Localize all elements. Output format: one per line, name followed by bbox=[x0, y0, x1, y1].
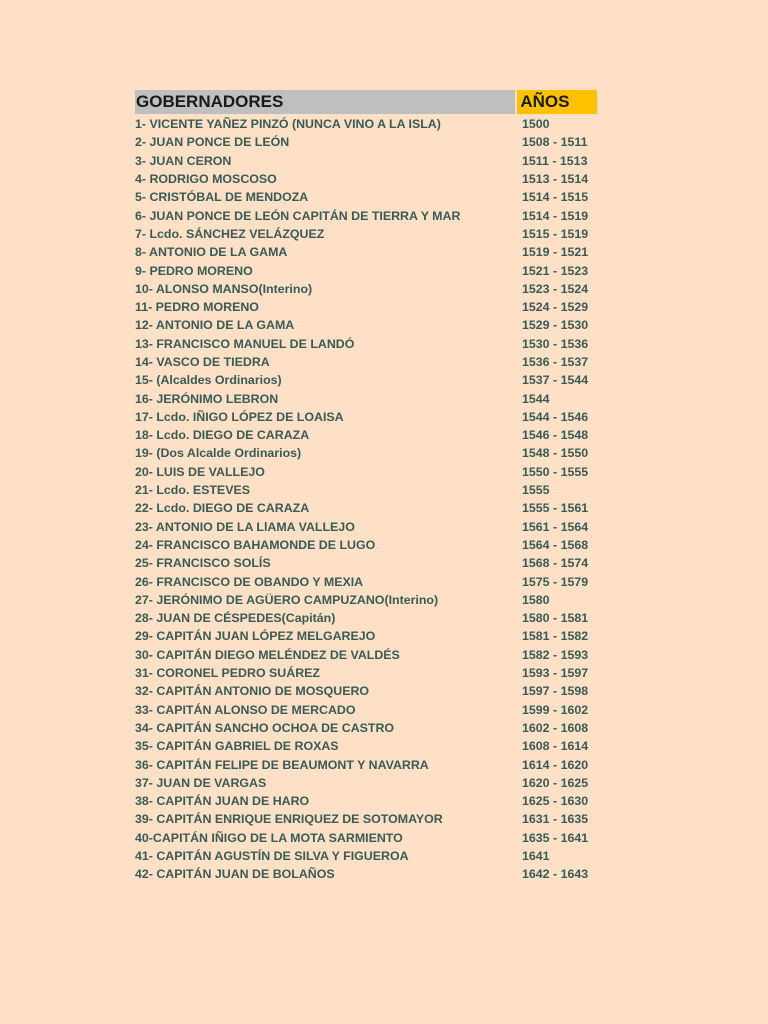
governor-name: 9- PEDRO MORENO bbox=[135, 263, 253, 278]
governor-name: 28- JUAN DE CÉSPEDES(Capitán) bbox=[135, 611, 336, 626]
governor-name: 30- CAPITÁN DIEGO MELÉNDEZ DE VALDÉS bbox=[135, 647, 400, 662]
governor-years: 1608 - 1614 bbox=[522, 739, 589, 754]
table-row bbox=[135, 298, 597, 316]
table-row bbox=[135, 444, 597, 462]
governor-years: 1536 - 1537 bbox=[522, 355, 589, 369]
table-row bbox=[135, 774, 597, 792]
governor-name: 14- VASCO DE TIEDRA bbox=[135, 355, 270, 369]
governor-name: 21- Lcdo. ESTEVES bbox=[135, 483, 250, 498]
governor-years: 1568 - 1574 bbox=[522, 556, 589, 571]
governor-name: 17- Lcdo. IÑIGO LÓPEZ DE LOAISA bbox=[135, 409, 344, 424]
table-row bbox=[135, 335, 597, 353]
header-governors: GOBERNADORES bbox=[135, 90, 515, 114]
table-row bbox=[135, 426, 597, 444]
table-row bbox=[135, 170, 597, 188]
table-row bbox=[135, 755, 597, 773]
governor-name: 31- CORONEL PEDRO SUÁREZ bbox=[135, 666, 320, 681]
table-row bbox=[135, 627, 597, 645]
governor-years: 1641 bbox=[522, 849, 550, 864]
governor-years: 1550 - 1555 bbox=[522, 464, 589, 479]
governor-name: 23- ANTONIO DE LA LlAMA VALLEJO bbox=[135, 519, 355, 534]
governor-name: 41- CAPITÁN AGUSTÍN DE SILVA Y FIGUEROA bbox=[135, 849, 409, 864]
governor-name: 20- LUIS DE VALLEJO bbox=[135, 464, 265, 479]
governors-table bbox=[135, 90, 597, 883]
table-row bbox=[135, 463, 597, 481]
governor-name: 1- VICENTE YAÑEZ PINZÓ (NUNCA VINO A LA ISLA) bbox=[135, 117, 441, 132]
governor-name: 12- ANTONIO DE LA GAMA bbox=[135, 318, 295, 333]
governor-years: 1620 - 1625 bbox=[522, 775, 589, 790]
governor-years: 1580 - 1581 bbox=[522, 611, 589, 626]
table-row bbox=[135, 316, 597, 334]
table-row bbox=[135, 701, 597, 719]
governor-name: 22- Lcdo. DIEGO DE CARAZA bbox=[135, 501, 310, 516]
table-row bbox=[135, 115, 597, 133]
governor-years: 1530 - 1536 bbox=[522, 336, 589, 351]
table-row bbox=[135, 499, 597, 517]
table-row bbox=[135, 280, 597, 298]
governor-name: 25- FRANCISCO SOLÍS bbox=[135, 556, 271, 571]
governor-name: 29- CAPITÁN JUAN LÓPEZ MELGAREJO bbox=[135, 629, 376, 644]
governor-years: 1544 - 1546 bbox=[522, 409, 589, 424]
table-header bbox=[135, 90, 597, 114]
governor-name: 18- Lcdo. DIEGO DE CARAZA bbox=[135, 428, 310, 443]
governor-name: 24- FRANCISCO BAHAMONDE DE LUGO bbox=[135, 537, 376, 552]
governor-years: 1582 - 1593 bbox=[522, 647, 589, 662]
table-row bbox=[135, 518, 597, 536]
table-row bbox=[135, 225, 597, 243]
governor-name: 15- (Alcaldes Ordinarios) bbox=[135, 373, 282, 388]
governor-years: 1513 - 1514 bbox=[522, 172, 589, 187]
governor-years: 1514 - 1519 bbox=[522, 208, 589, 223]
governor-years: 1555 bbox=[522, 483, 550, 498]
governor-name: 37- JUAN DE VARGAS bbox=[135, 775, 267, 790]
governor-years: 1635 - 1641 bbox=[522, 830, 589, 845]
table-row bbox=[135, 664, 597, 682]
table-row bbox=[135, 152, 597, 170]
governor-years: 1625 - 1630 bbox=[522, 794, 589, 809]
governor-years: 1581 - 1582 bbox=[522, 629, 589, 644]
table-row bbox=[135, 737, 597, 755]
governor-years: 1548 - 1550 bbox=[522, 446, 589, 461]
governor-name: 42- CAPITÁN JUAN DE BOLAÑOS bbox=[135, 867, 335, 882]
table-body bbox=[135, 115, 597, 883]
governor-years: 1508 - 1511 bbox=[522, 135, 588, 150]
governor-name: 10- ALONSO MANSO(Interino) bbox=[135, 281, 313, 296]
table-row bbox=[135, 188, 597, 206]
governor-years: 1599 - 1602 bbox=[522, 702, 589, 717]
governor-years: 1575 - 1579 bbox=[522, 574, 589, 589]
table-row bbox=[135, 206, 597, 224]
table-row bbox=[135, 261, 597, 279]
governor-years: 1529 - 1530 bbox=[522, 318, 589, 333]
table-row bbox=[135, 591, 597, 609]
table-row bbox=[135, 810, 597, 828]
governor-years: 1544 bbox=[522, 391, 550, 406]
governor-years: 1511 - 1513 bbox=[522, 153, 588, 168]
governor-years: 1524 - 1529 bbox=[522, 300, 589, 315]
governor-years: 1515 - 1519 bbox=[522, 226, 589, 241]
governor-years: 1555 - 1561 bbox=[522, 501, 589, 516]
governor-name: 3- JUAN CERON bbox=[135, 153, 232, 168]
header-years: AÑOS bbox=[517, 90, 597, 114]
governor-name: 36- CAPITÁN FELIPE DE BEAUMONT Y NAVARRA bbox=[135, 757, 429, 772]
governor-name: 4- RODRIGO MOSCOSO bbox=[135, 172, 277, 187]
governor-name: 32- CAPITÁN ANTONIO DE MOSQUERO bbox=[135, 684, 370, 699]
governor-name: 40-CAPITÁN IÑIGO DE LA MOTA SARMIENTO bbox=[135, 830, 403, 845]
governor-years: 1580 bbox=[522, 592, 550, 607]
table-row bbox=[135, 371, 597, 389]
governor-name: 11- PEDRO MORENO bbox=[135, 300, 259, 315]
table-row bbox=[135, 133, 597, 151]
table-row bbox=[135, 865, 597, 883]
table-row bbox=[135, 536, 597, 554]
governor-name: 39- CAPITÁN ENRIQUE ENRIQUEZ DE SOTOMAYOR bbox=[135, 812, 443, 827]
governor-years: 1519 - 1521 bbox=[522, 245, 589, 260]
governor-name: 33- CAPITÁN ALONSO DE MERCADO bbox=[135, 702, 356, 717]
table-row bbox=[135, 609, 597, 627]
governor-name: 16- JERÓNIMO LEBRON bbox=[135, 391, 279, 406]
governor-years: 1523 - 1524 bbox=[522, 281, 589, 296]
governor-years: 1597 - 1598 bbox=[522, 684, 589, 699]
governor-name: 19- (Dos Alcalde Ordinarios) bbox=[135, 446, 302, 461]
governor-years: 1521 - 1523 bbox=[522, 263, 589, 278]
governor-years: 1537 - 1544 bbox=[522, 373, 589, 388]
table-row bbox=[135, 829, 597, 847]
governor-years: 1500 bbox=[522, 117, 550, 132]
table-row bbox=[135, 481, 597, 499]
governor-years: 1514 - 1515 bbox=[522, 190, 589, 205]
governor-name: 6- JUAN PONCE DE LEÓN CAPITÁN DE TIERRA Y MAR bbox=[135, 208, 461, 223]
governor-name: 35- CAPITÁN GABRIEL DE ROXAS bbox=[135, 739, 339, 754]
governor-years: 1564 - 1568 bbox=[522, 537, 589, 552]
governor-name: 8- ANTONIO DE LA GAMA bbox=[135, 245, 288, 260]
table-row bbox=[135, 719, 597, 737]
governor-years: 1593 - 1597 bbox=[522, 666, 589, 681]
governor-name: 26- FRANCISCO DE OBANDO Y MEXIA bbox=[135, 574, 364, 589]
table-row bbox=[135, 646, 597, 664]
governor-years: 1546 - 1548 bbox=[522, 428, 589, 443]
governor-years: 1602 - 1608 bbox=[522, 720, 589, 735]
governor-years: 1614 - 1620 bbox=[522, 757, 589, 772]
table-row bbox=[135, 389, 597, 407]
table-row bbox=[135, 408, 597, 426]
governor-name: 13- FRANCISCO MANUEL DE LANDÓ bbox=[135, 336, 355, 351]
governor-name: 38- CAPITÁN JUAN DE HARO bbox=[135, 794, 310, 809]
table-row bbox=[135, 353, 597, 371]
governor-name: 27- JERÓNIMO DE AGÜERO CAMPUZANO(Interino) bbox=[135, 592, 439, 607]
governor-name: 5- CRISTÓBAL DE MENDOZA bbox=[135, 190, 309, 205]
governor-name: 7- Lcdo. SÁNCHEZ VELÁZQUEZ bbox=[135, 226, 325, 241]
table-row bbox=[135, 554, 597, 572]
governor-years: 1561 - 1564 bbox=[522, 519, 589, 534]
governor-years: 1642 - 1643 bbox=[522, 867, 589, 882]
table-row bbox=[135, 572, 597, 590]
table-row bbox=[135, 243, 597, 261]
table-row bbox=[135, 847, 597, 865]
table-row bbox=[135, 792, 597, 810]
governor-name: 2- JUAN PONCE DE LEÓN bbox=[135, 135, 290, 150]
governor-name: 34- CAPITÁN SANCHO OCHOA DE CASTRO bbox=[135, 720, 395, 735]
table-row bbox=[135, 682, 597, 700]
governor-years: 1631 - 1635 bbox=[522, 812, 589, 827]
